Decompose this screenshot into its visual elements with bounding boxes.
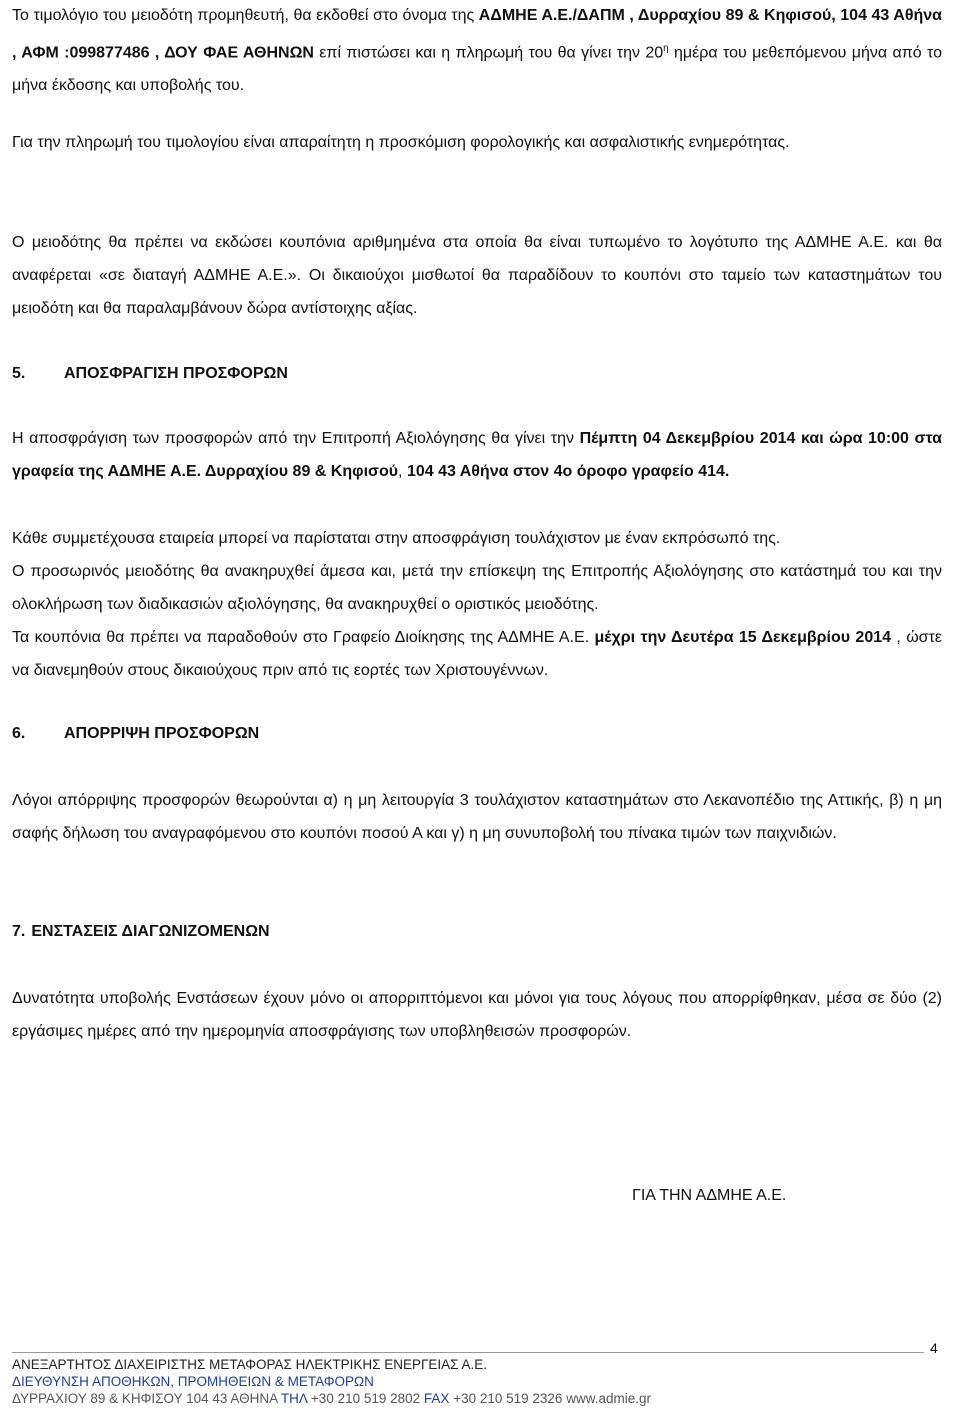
footer-address: ΔΥΡΡΑΧΙΟΥ 89 & ΚΗΦΙΣΟΥ 104 43 ΑΘΗΝΑ xyxy=(12,1391,278,1406)
section-7-number: 7. xyxy=(12,923,26,940)
section-6-number: 6. xyxy=(12,725,26,742)
delivery-text-start: Τα κουπόνια θα πρέπει να παραδοθούν στο Γραφείο Διοίκησης της ΑΔΜΗΕ Α.Ε. xyxy=(12,629,595,646)
footer-contact xyxy=(12,1390,651,1407)
footer-tel-label: ΤΗΛ xyxy=(280,1391,308,1406)
coupon-issuance-paragraph: Ο μειοδότης θα πρέπει να εκδώσει κουπόνια αριθμημένα στα οποία θα είναι τυπωμένο το λογότυπο της ΑΔΜΗΕ Α.Ε. και θα αναφέρεται «σε διαταγή ΑΔΜΗΕ Α.Ε.». Οι δικαιούχοι μισθωτοί θα παραδίδουν το κουπόνι στο ταμείο των καταστημάτων του μειοδότη και θα παραλαμβάνουν δώρα αντίστοιχης αξίας. xyxy=(12,234,942,317)
page-number: 4 xyxy=(930,1340,938,1356)
opening-text-comma: , xyxy=(398,463,407,480)
rejection-reasons-paragraph: Λόγοι απόρριψης προσφορών θεωρούνται α) η μη λειτουργία 3 τουλάχιστον καταστημάτων στο Λεκανοπέδιο της Αττικής, β) η μη σαφής δήλωση του αναγραφόμενου στο κουπόνι ποσού Α και γ) η μη συνυποβολή του πίνακα τιμών των παιχνιδιών. xyxy=(12,792,942,842)
opening-location-bold: 104 43 Αθήνα στον 4ο όροφο γραφείο 414. xyxy=(406,463,730,480)
payment-requirements-paragraph: Για την πληρωμή του τιμολογίου είναι απαραίτητη η προσκόμιση φορολογικής και ασφαλιστικής ενημερότητας. xyxy=(12,134,790,151)
objections-paragraph: Δυνατότητα υποβολής Ενστάσεων έχουν μόνο οι απορριπτόμενοι και μόνοι για τους λόγους που απορρίφθηκαν, μέσα σε δύο (2) εργάσιμες ημέρες από την ημερομηνία αποσφράγισης των υποβληθεισών προσφορών. xyxy=(12,990,942,1040)
delivery-deadline-bold: μέχρι την Δευτέρα 15 Δεκεμβρίου 2014 xyxy=(594,629,892,646)
opening-text-start: Η αποσφράγιση των προσφορών από την Επιτροπή Αξιολόγησης θα γίνει την xyxy=(12,430,580,447)
delivery-text-end: , ώστε να διανεμηθούν στους δικαιούχους πριν από τις εορτές των Χριστουγέννων. xyxy=(12,629,943,679)
section-7-title: ΕΝΣΤΑΣΕΙΣ ΔΙΑΓΩΝΙΖΟΜΕΝΩΝ xyxy=(31,923,270,940)
section-6-heading xyxy=(12,724,259,744)
footer-divider xyxy=(12,1352,924,1353)
invoice-paragraph xyxy=(12,0,942,102)
footer-fax: +30 210 519 2326 xyxy=(453,1391,563,1406)
footer-website-link[interactable]: www.admie.gr xyxy=(566,1391,651,1406)
opening-date-paragraph xyxy=(12,422,942,488)
section-6-title: ΑΠΟΡΡΙΨΗ ΠΡΟΣΦΟΡΩΝ xyxy=(64,725,260,742)
opening-date-bold: Πέμπτη 04 Δεκεμβρίου 2014 και ώρα 10:00 στα γραφεία της ΑΔΜΗΕ Α.Ε. Δυρραχίου 89 & Κηφισού xyxy=(12,430,942,480)
footer-department: ΔΙΕΥΘΥΝΣΗ ΑΠΟΘΗΚΩΝ, ΠΡΟΜΗΘΕΙΩΝ & ΜΕΤΑΦΟΡΩΝ xyxy=(12,1374,374,1389)
signature-block: ΓΙΑ ΤΗΝ ΑΔΜΗΕ Α.Ε. xyxy=(632,1187,787,1204)
invoice-text-middle: επί πιστώσει και η πληρωμή του θα γίνει την 20 xyxy=(313,44,664,62)
invoice-text-end: ημέρα του μεθεπόμενου μήνα από το μήνα έκδοσης και υποβολής του. xyxy=(12,44,943,95)
section-5-number: 5. xyxy=(12,365,26,382)
representative-paragraph: Κάθε συμμετέχουσα εταιρεία μπορεί να παρίσταται στην αποσφράγιση τουλάχιστον με έναν εκπρόσωπό της. xyxy=(12,530,781,547)
provisional-bidder-paragraph: Ο προσωρινός μειοδότης θα ανακηρυχθεί άμεσα και, μετά την επίσκεψη της Επιτροπής Αξιολόγησης στο κατάστημά του και την ολοκλήρωση των διαδικασιών αξιολόγησης, θα ανακηρυχθεί ο οριστικός μειοδότης. xyxy=(12,563,942,613)
footer-tel: +30 210 519 2802 xyxy=(310,1391,421,1406)
invoice-text-start: Το τιμολόγιο του μειοδότη προμηθευτή, θα εκδοθεί στο όνομα της xyxy=(12,7,479,24)
invoice-recipient-bold: ΑΔΜΗΕ Α.Ε./ΔΑΠΜ , Δυρραχίου 89 & Κηφισού, 104 43 Αθήνα , ΑΦΜ :099877486 , ΔΟΥ ΦΑΕ ΑΘΗΝΩΝ xyxy=(12,7,943,62)
coupon-delivery-paragraph xyxy=(12,621,942,687)
section-5-heading xyxy=(12,364,288,384)
section-5-title: ΑΠΟΣΦΡΑΓΙΣΗ ΠΡΟΣΦΟΡΩΝ xyxy=(64,365,288,382)
footer-fax-label: FAX xyxy=(423,1391,450,1406)
section-7-heading xyxy=(12,922,270,942)
footer-company-name: ΑΝΕΞΑΡΤΗΤΟΣ ΔΙΑΧΕΙΡΙΣΤΗΣ ΜΕΤΑΦΟΡΑΣ ΗΛΕΚΤΡΙΚΗΣ ΕΝΕΡΓΕΙΑΣ Α.Ε. xyxy=(12,1357,488,1372)
day-ordinal-superscript: η xyxy=(663,43,669,54)
